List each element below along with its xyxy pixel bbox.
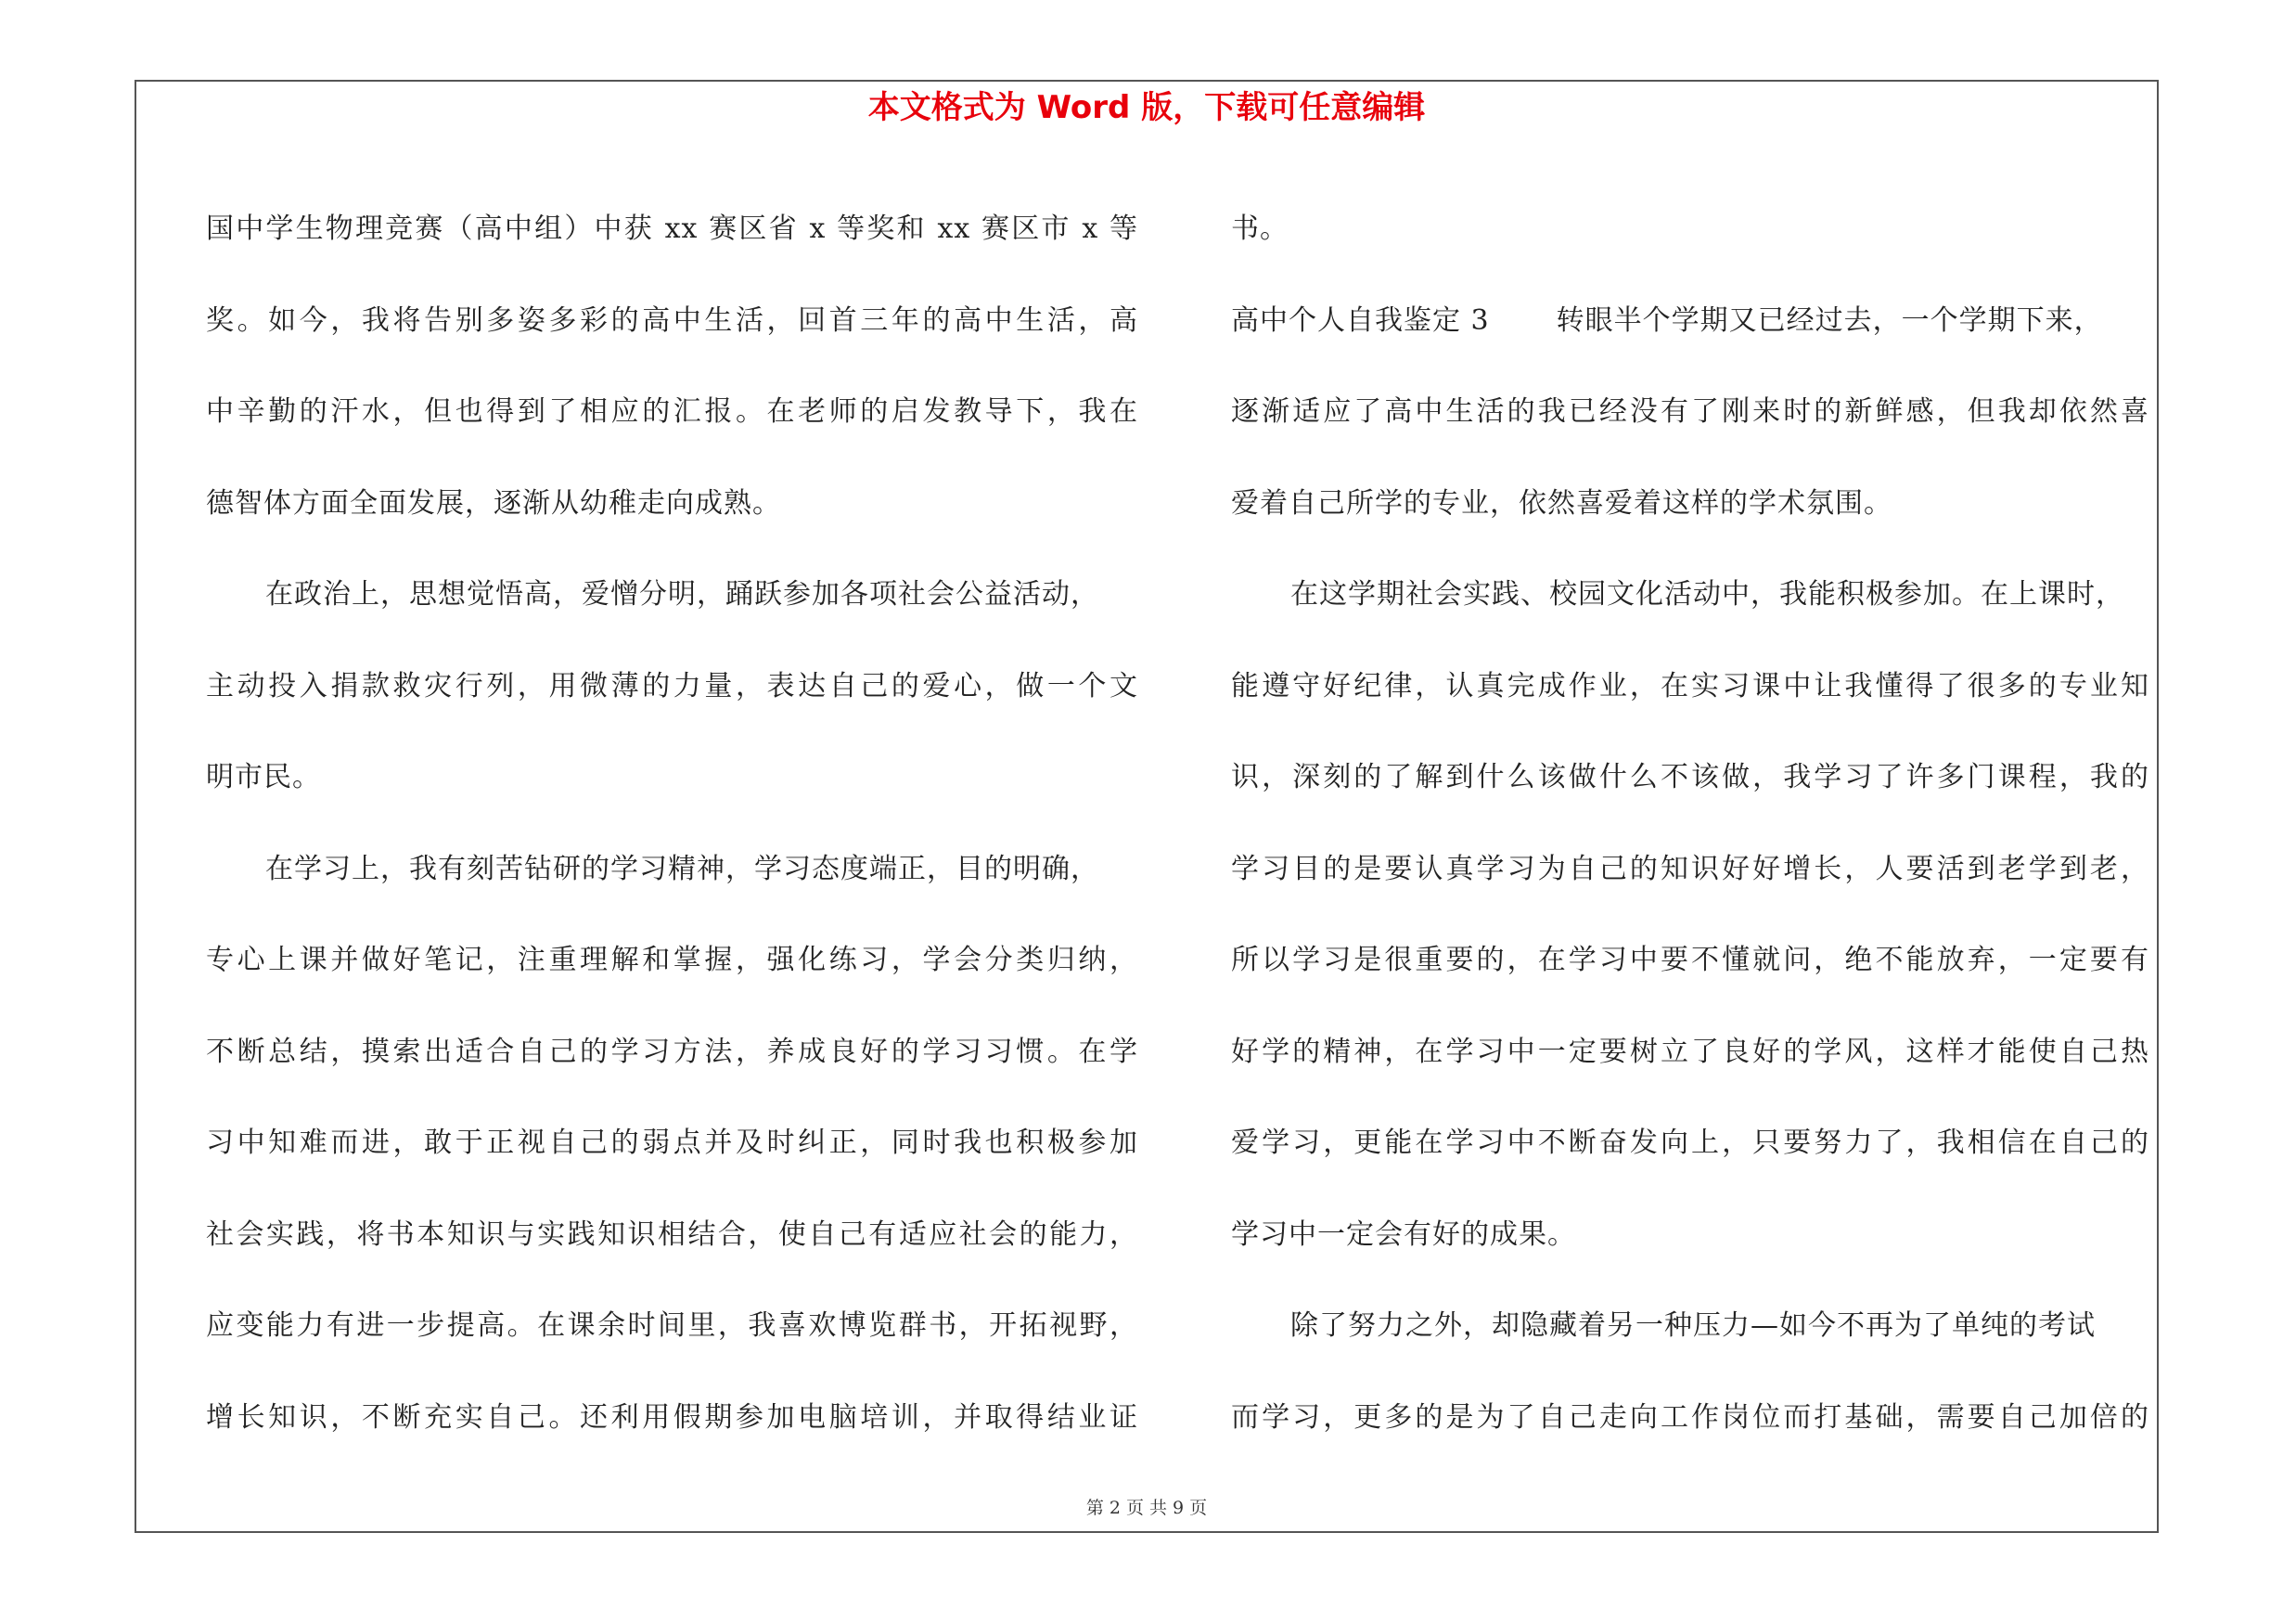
page-footer: 第 2 页 共 9 页 [1085, 1498, 1208, 1518]
text-line: 德智体方面全面发展，逐渐从幼稚走向成熟。 [206, 486, 781, 520]
text-line: 学习中一定会有好的成果。 [1231, 1217, 1576, 1251]
text-line: 书。 [1231, 213, 1289, 245]
text-run: 转眼半个学期又已经过去，一个学期下来， [1556, 303, 2103, 337]
section-heading: 高中个人自我鉴定 3 [1231, 303, 1490, 337]
text-line: 国中学生物理竞赛（高中组）中获 xx 赛区省 x 等奖和 xx 赛区市 x 等 [206, 213, 1138, 245]
text-line: 习中知难而进，敢于正视自己的弱点并及时纠正，同时我也积极参加 [206, 1127, 1138, 1159]
text-line: 专心上课并做好笔记，注重理解和掌握，强化练习，学会分类归纳， [206, 944, 1138, 976]
header-banner: 本文格式为 Word 版，下载可任意编辑 [867, 89, 1426, 126]
text-line: 能遵守好纪律，认真完成作业，在实习课中让我懂得了很多的专业知 [1231, 669, 2149, 702]
text-line: 明市民。 [206, 761, 321, 793]
text-line: 除了努力之外，却隐藏着另一种压力—如今不再为了单纯的考试 [1290, 1309, 2096, 1342]
text-line: 爱学习，更能在学习中不断奋发向上，只要努力了，我相信在自己的 [1231, 1127, 2149, 1159]
left-column [206, 184, 1138, 1463]
text-line: 在政治上，思想觉悟高，爱憎分明，踊跃参加各项社会公益活动， [265, 578, 1099, 611]
text-line: 所以学习是很重要的，在学习中要不懂就问，绝不能放弃，一定要有 [1231, 944, 2149, 976]
text-line: 识，深刻的了解到什么该做什么不该做，我学习了许多门课程，我的 [1231, 761, 2149, 793]
text-line: 中辛勤的汗水，但也得到了相应的汇报。在老师的启发教导下，我在 [206, 395, 1138, 428]
text-line: 不断总结，摸索出适合自己的学习方法，养成良好的学习习惯。在学 [206, 1035, 1138, 1068]
text-line: 学习目的是要认真学习为自己的知识好好增长，人要活到老学到老， [1231, 852, 2149, 885]
text-line: 应变能力有进一步提高。在课余时间里，我喜欢博览群书，开拓视野， [206, 1309, 1138, 1342]
text-line: 增长知识，不断充实自己。还利用假期参加电脑培训，并取得结业证 [206, 1400, 1138, 1434]
text-line: 奖。如今，我将告别多姿多彩的高中生活，回首三年的高中生活，高 [206, 303, 1138, 337]
text-line: 在学习上，我有刻苦钻研的学习精神，学习态度端正，目的明确， [265, 852, 1099, 885]
text-line: 社会实践，将书本知识与实践知识相结合，使自己有适应社会的能力， [206, 1217, 1138, 1251]
right-column [1231, 184, 2149, 1463]
text-line: 好学的精神，在学习中一定要树立了良好的学风，这样才能使自己热 [1231, 1035, 2149, 1068]
text-line: 而学习，更多的是为了自己走向工作岗位而打基础，需要自己加倍的 [1231, 1400, 2149, 1434]
text-line: 主动投入捐款救灾行列，用微薄的力量，表达自己的爱心，做一个文 [206, 669, 1138, 702]
text-line: 爱着自己所学的专业，依然喜爱着这样的学术氛围。 [1231, 486, 1892, 520]
text-line [1231, 276, 2149, 367]
text-line: 逐渐适应了高中生活的我已经没有了刚来时的新鲜感，但我却依然喜 [1231, 395, 2149, 428]
text-line: 在这学期社会实践、校园文化活动中，我能积极参加。在上课时， [1290, 578, 2124, 611]
